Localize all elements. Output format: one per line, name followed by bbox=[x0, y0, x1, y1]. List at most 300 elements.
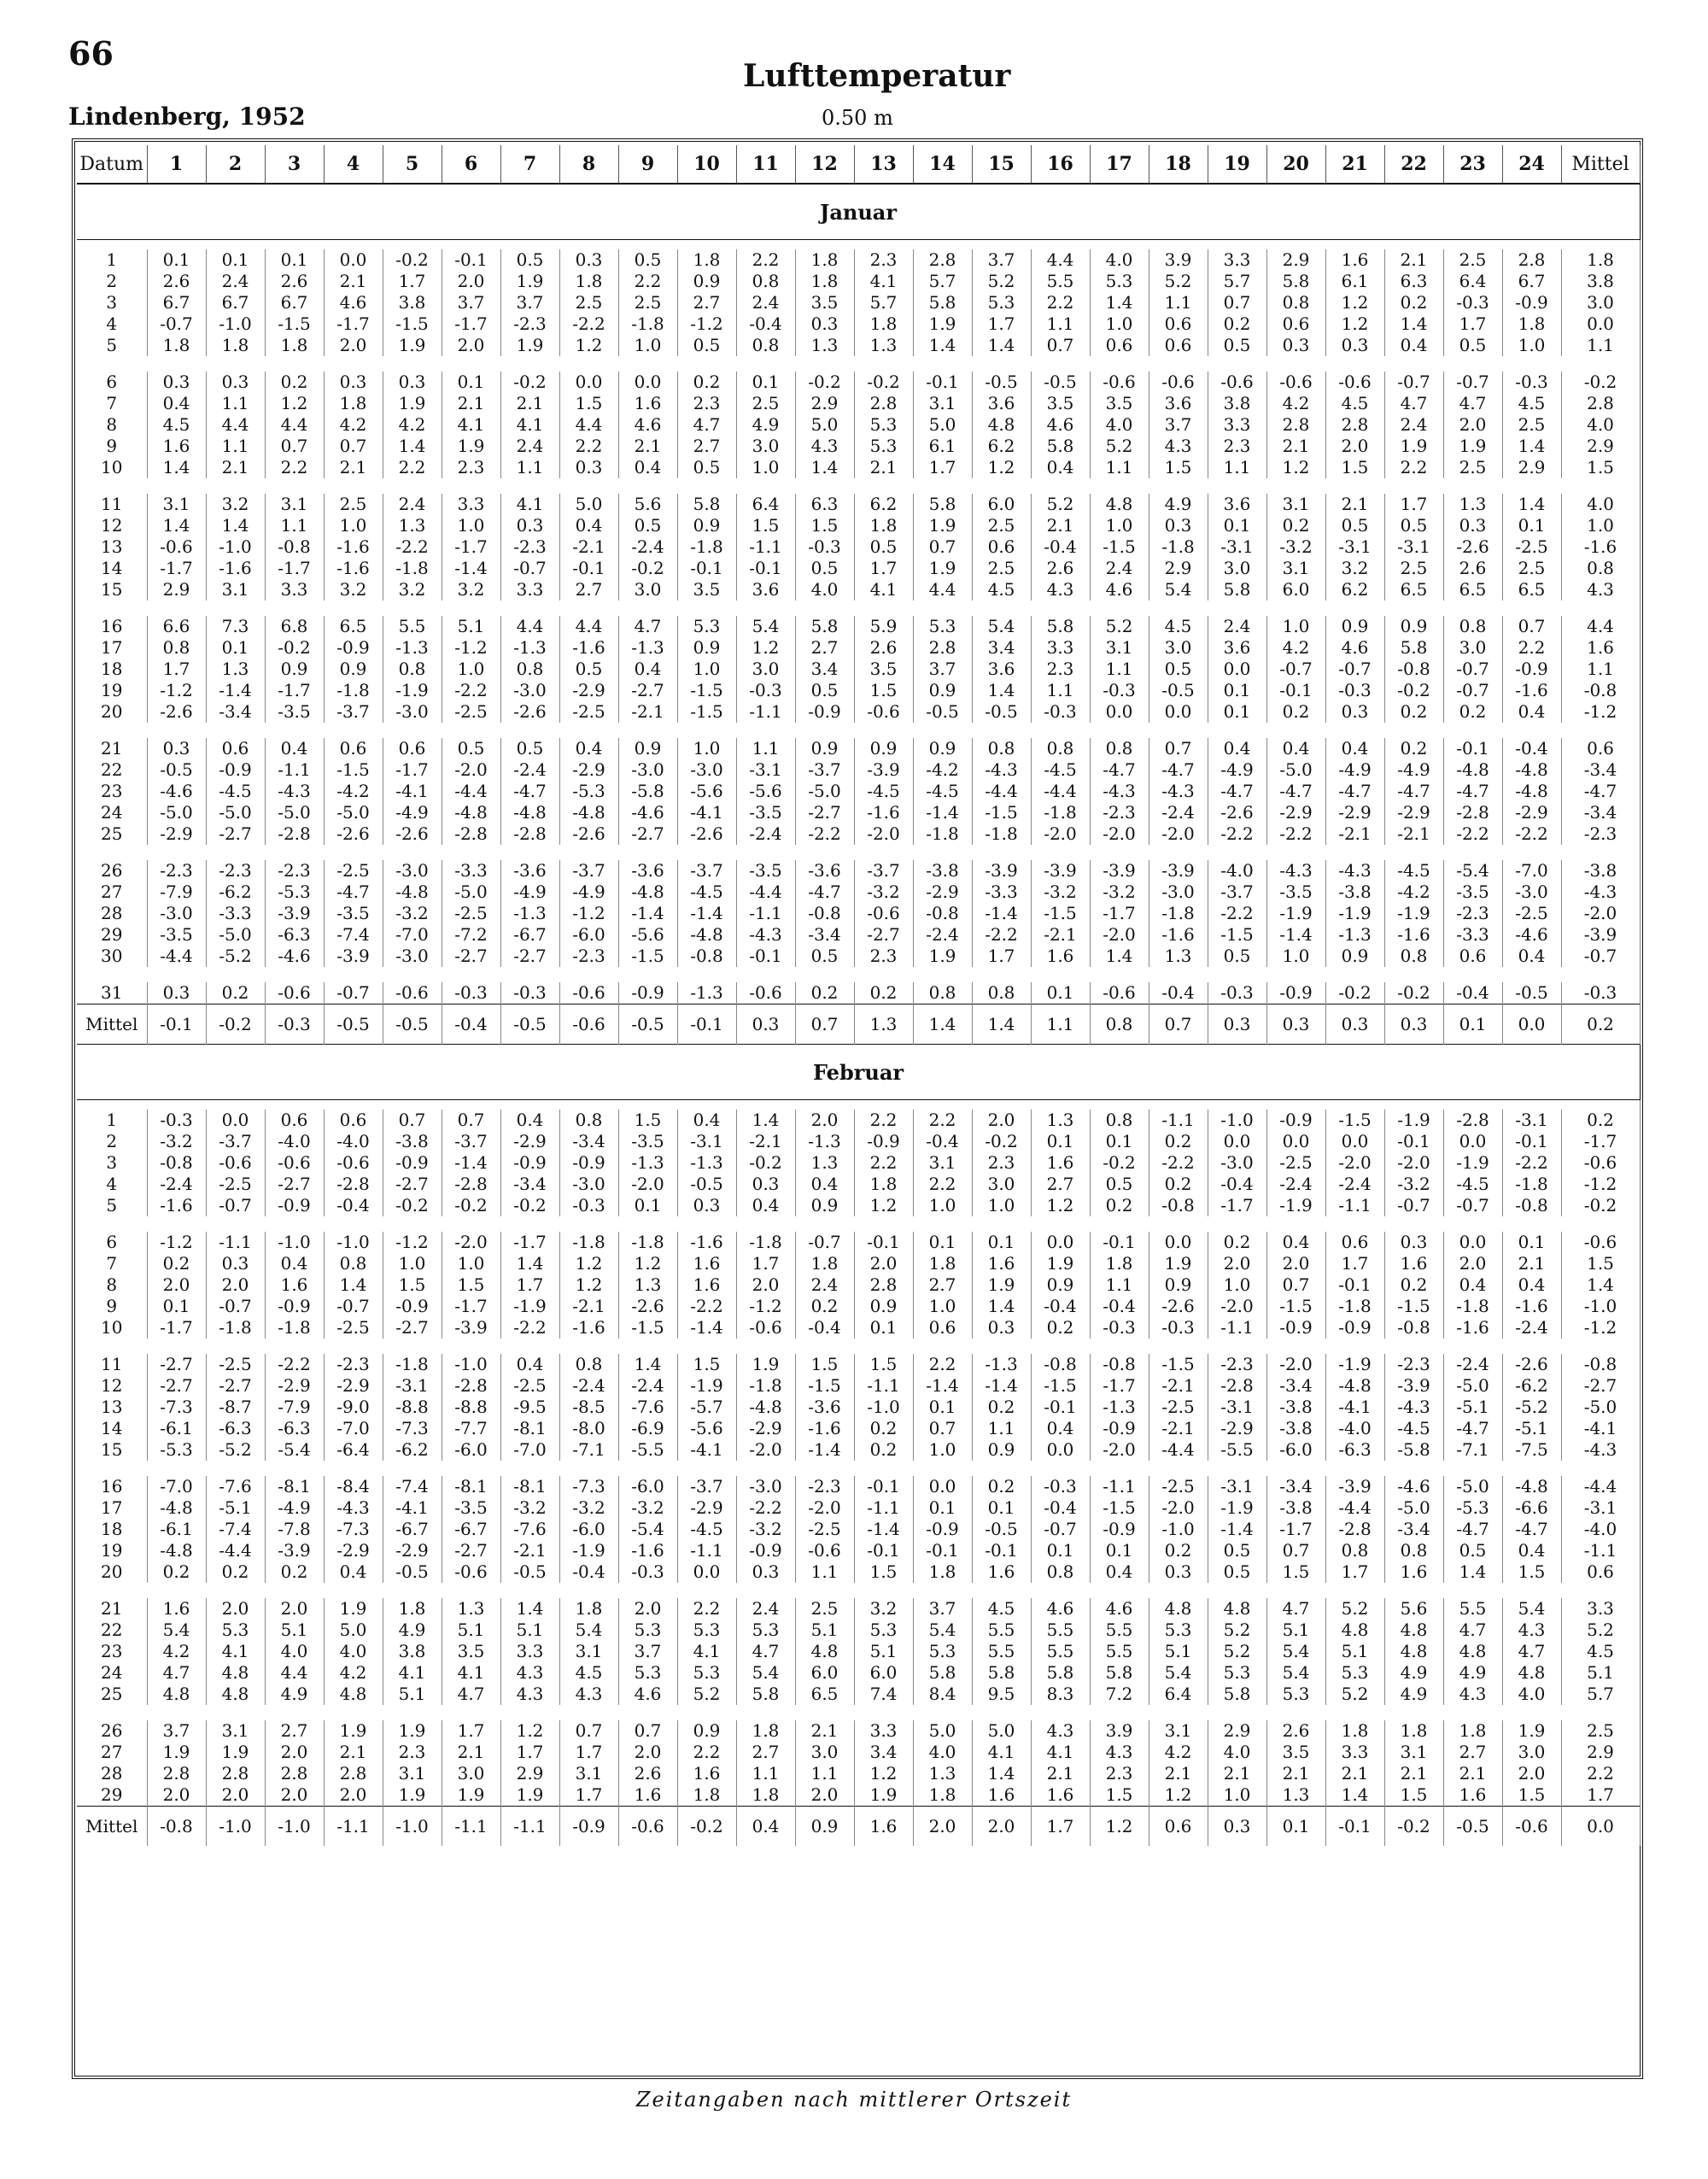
day-cell: 7 bbox=[77, 393, 147, 414]
value-cell: 3.1 bbox=[206, 1720, 265, 1742]
value-cell: 5.3 bbox=[206, 1620, 265, 1641]
value-cell: 4.2 bbox=[1149, 1742, 1208, 1763]
value-cell: 0.8 bbox=[500, 659, 559, 680]
table-row bbox=[77, 1418, 1640, 1439]
value-cell: 0.7 bbox=[383, 1110, 442, 1131]
value-cell: 1.4 bbox=[618, 1354, 677, 1375]
value-cell: 1.0 bbox=[1266, 616, 1325, 637]
value-cell: -2.3 bbox=[147, 860, 206, 882]
day-cell: 22 bbox=[77, 1620, 147, 1641]
value-cell: 5.5 bbox=[1031, 271, 1090, 292]
value-cell: -1.1 bbox=[1208, 1317, 1266, 1338]
value-cell: 5.3 bbox=[677, 1662, 736, 1684]
value-cell: -2.7 bbox=[383, 1174, 442, 1195]
value-cell: 1.9 bbox=[324, 1720, 383, 1742]
value-cell: -2.6 bbox=[324, 823, 383, 845]
value-cell: -2.5 bbox=[1149, 1397, 1208, 1418]
daily-mean-cell: 0.6 bbox=[1561, 1561, 1640, 1583]
mean-cell: -0.4 bbox=[442, 1005, 500, 1045]
mean-cell: -0.6 bbox=[559, 1005, 618, 1045]
table-row bbox=[77, 1232, 1640, 1253]
value-cell: -0.1 bbox=[736, 946, 795, 967]
value-cell: 4.6 bbox=[618, 1684, 677, 1705]
column-header-hour: 19 bbox=[1208, 145, 1266, 184]
mean-cell: 0.3 bbox=[1384, 1005, 1443, 1045]
value-cell: 4.4 bbox=[206, 414, 265, 436]
value-cell: -2.1 bbox=[500, 1540, 559, 1561]
value-cell: -1.6 bbox=[1384, 924, 1443, 946]
value-cell: 0.5 bbox=[500, 738, 559, 759]
daily-mean-cell: 5.2 bbox=[1561, 1620, 1640, 1641]
value-cell: -3.0 bbox=[1502, 882, 1561, 903]
value-cell: 3.3 bbox=[1208, 249, 1266, 271]
value-cell: 6.4 bbox=[736, 494, 795, 515]
value-cell: -0.3 bbox=[1208, 982, 1266, 1005]
day-cell: 8 bbox=[77, 414, 147, 436]
value-cell: 6.7 bbox=[265, 292, 324, 313]
value-cell: -0.1 bbox=[1031, 1397, 1090, 1418]
value-cell: 1.1 bbox=[206, 393, 265, 414]
value-cell: 1.7 bbox=[736, 1253, 795, 1274]
value-cell: 0.6 bbox=[1149, 313, 1208, 335]
value-cell: -1.0 bbox=[442, 1354, 500, 1375]
daily-mean-cell: 4.5 bbox=[1561, 1641, 1640, 1662]
value-cell: -8.1 bbox=[500, 1418, 559, 1439]
value-cell: -0.5 bbox=[500, 1561, 559, 1583]
value-cell: -0.2 bbox=[383, 1195, 442, 1216]
value-cell: -4.5 bbox=[677, 1519, 736, 1540]
value-cell: -3.7 bbox=[324, 701, 383, 723]
value-cell: -1.6 bbox=[677, 1232, 736, 1253]
value-cell: -0.9 bbox=[383, 1152, 442, 1174]
day-cell: 25 bbox=[77, 1684, 147, 1705]
value-cell: -1.1 bbox=[854, 1375, 913, 1397]
column-header-hour: 15 bbox=[972, 145, 1031, 184]
value-cell: -0.6 bbox=[265, 1152, 324, 1174]
value-cell: -4.0 bbox=[1325, 1418, 1384, 1439]
value-cell: 1.0 bbox=[324, 515, 383, 536]
value-cell: 2.5 bbox=[972, 558, 1031, 579]
value-cell: 0.2 bbox=[854, 1418, 913, 1439]
value-cell: 5.8 bbox=[1208, 1684, 1266, 1705]
value-cell: 3.6 bbox=[1208, 637, 1266, 659]
day-cell: 1 bbox=[77, 249, 147, 271]
column-header-hour: 13 bbox=[854, 145, 913, 184]
value-cell: 1.4 bbox=[972, 335, 1031, 356]
value-cell: -2.2 bbox=[383, 536, 442, 558]
value-cell: -1.6 bbox=[324, 536, 383, 558]
value-cell: -0.9 bbox=[383, 1296, 442, 1317]
daily-mean-cell: 1.6 bbox=[1561, 637, 1640, 659]
value-cell: -4.3 bbox=[1266, 860, 1325, 882]
value-cell: 2.0 bbox=[265, 1598, 324, 1620]
value-cell: 5.2 bbox=[972, 271, 1031, 292]
value-cell: 0.2 bbox=[1384, 1274, 1443, 1296]
value-cell: -2.9 bbox=[559, 759, 618, 781]
mean-cell: 0.3 bbox=[1325, 1005, 1384, 1045]
value-cell: -1.8 bbox=[265, 1317, 324, 1338]
daily-mean-cell: -3.8 bbox=[1561, 860, 1640, 882]
value-cell: 3.7 bbox=[913, 659, 972, 680]
value-cell: -0.2 bbox=[972, 1131, 1031, 1152]
table-row bbox=[77, 1439, 1640, 1461]
value-cell: 0.2 bbox=[795, 982, 854, 1005]
value-cell: 7.3 bbox=[206, 616, 265, 637]
spacer-row bbox=[77, 845, 1640, 860]
value-cell: -1.0 bbox=[206, 536, 265, 558]
value-cell: 2.1 bbox=[618, 436, 677, 457]
value-cell: -3.9 bbox=[265, 903, 324, 924]
value-cell: 5.1 bbox=[854, 1641, 913, 1662]
value-cell: -1.8 bbox=[913, 823, 972, 845]
value-cell: -5.6 bbox=[677, 781, 736, 802]
column-header-hour: 2 bbox=[206, 145, 265, 184]
value-cell: 1.3 bbox=[913, 1763, 972, 1784]
value-cell: 3.4 bbox=[972, 637, 1031, 659]
value-cell: -1.7 bbox=[383, 759, 442, 781]
daily-mean-cell: -3.4 bbox=[1561, 759, 1640, 781]
value-cell: 2.9 bbox=[147, 579, 206, 600]
value-cell: 0.7 bbox=[1266, 1274, 1325, 1296]
table-row bbox=[77, 1174, 1640, 1195]
table-row bbox=[77, 1497, 1640, 1519]
value-cell: -4.5 bbox=[677, 882, 736, 903]
value-cell: -6.7 bbox=[383, 1519, 442, 1540]
value-cell: 3.1 bbox=[206, 579, 265, 600]
value-cell: -6.4 bbox=[324, 1439, 383, 1461]
value-cell: -4.7 bbox=[1208, 781, 1266, 802]
value-cell: 4.4 bbox=[559, 414, 618, 436]
value-cell: 0.7 bbox=[559, 1720, 618, 1742]
day-cell: 9 bbox=[77, 1296, 147, 1317]
value-cell: -3.4 bbox=[1266, 1476, 1325, 1497]
day-cell: 12 bbox=[77, 1375, 147, 1397]
value-cell: -2.2 bbox=[795, 823, 854, 845]
value-cell: 2.6 bbox=[618, 1763, 677, 1784]
value-cell: -1.3 bbox=[972, 1354, 1031, 1375]
value-cell: -1.6 bbox=[1502, 680, 1561, 701]
value-cell: 3.0 bbox=[795, 1742, 854, 1763]
value-cell: 6.1 bbox=[1325, 271, 1384, 292]
value-cell: 1.2 bbox=[559, 335, 618, 356]
value-cell: -2.0 bbox=[1325, 1152, 1384, 1174]
value-cell: -1.5 bbox=[1384, 1296, 1443, 1317]
value-cell: 1.2 bbox=[1325, 313, 1384, 335]
value-cell: -7.0 bbox=[500, 1439, 559, 1461]
value-cell: -6.3 bbox=[265, 924, 324, 946]
value-cell: -1.3 bbox=[677, 982, 736, 1005]
value-cell: -0.4 bbox=[736, 313, 795, 335]
value-cell: -2.7 bbox=[442, 946, 500, 967]
value-cell: 0.9 bbox=[1325, 616, 1384, 637]
value-cell: 3.9 bbox=[1090, 1720, 1149, 1742]
value-cell: 1.8 bbox=[736, 1784, 795, 1807]
value-cell: 1.6 bbox=[677, 1253, 736, 1274]
value-cell: -1.5 bbox=[677, 701, 736, 723]
value-cell: 1.1 bbox=[1090, 457, 1149, 478]
value-cell: 2.7 bbox=[736, 1742, 795, 1763]
value-cell: 1.1 bbox=[265, 515, 324, 536]
value-cell: 1.3 bbox=[1266, 1784, 1325, 1807]
daily-mean-cell: -0.8 bbox=[1561, 1354, 1640, 1375]
value-cell: 2.0 bbox=[854, 1253, 913, 1274]
value-cell: -4.0 bbox=[265, 1131, 324, 1152]
value-cell: 1.9 bbox=[442, 1784, 500, 1807]
daily-mean-cell: -2.3 bbox=[1561, 823, 1640, 845]
value-cell: 1.7 bbox=[1325, 1253, 1384, 1274]
value-cell: 3.7 bbox=[147, 1720, 206, 1742]
value-cell: 4.8 bbox=[1502, 1662, 1561, 1684]
value-cell: -8.8 bbox=[383, 1397, 442, 1418]
value-cell: -2.0 bbox=[1090, 823, 1149, 845]
value-cell: 4.0 bbox=[913, 1742, 972, 1763]
value-cell: -0.8 bbox=[1384, 659, 1443, 680]
value-cell: 1.0 bbox=[1208, 1274, 1266, 1296]
value-cell: 2.3 bbox=[442, 457, 500, 478]
value-cell: 1.9 bbox=[324, 1598, 383, 1620]
value-cell: 1.4 bbox=[1443, 1561, 1502, 1583]
value-cell: 0.1 bbox=[1031, 982, 1090, 1005]
value-cell: 5.4 bbox=[913, 1620, 972, 1641]
value-cell: 6.7 bbox=[1502, 271, 1561, 292]
value-cell: 7.4 bbox=[854, 1684, 913, 1705]
value-cell: -1.7 bbox=[265, 680, 324, 701]
value-cell: -2.7 bbox=[206, 823, 265, 845]
value-cell: -3.2 bbox=[500, 1497, 559, 1519]
value-cell: 4.9 bbox=[383, 1620, 442, 1641]
value-cell: 2.1 bbox=[1325, 1763, 1384, 1784]
value-cell: 1.6 bbox=[677, 1763, 736, 1784]
value-cell: -3.9 bbox=[324, 946, 383, 967]
spacer-row bbox=[77, 356, 1640, 372]
value-cell: 0.9 bbox=[913, 738, 972, 759]
value-cell: 1.8 bbox=[677, 249, 736, 271]
value-cell: -3.2 bbox=[147, 1131, 206, 1152]
value-cell: 5.5 bbox=[1031, 1641, 1090, 1662]
value-cell: 0.7 bbox=[913, 1418, 972, 1439]
value-cell: 0.1 bbox=[147, 249, 206, 271]
value-cell: -3.3 bbox=[1443, 924, 1502, 946]
value-cell: -0.9 bbox=[618, 982, 677, 1005]
value-cell: 0.6 bbox=[1266, 313, 1325, 335]
value-cell: 0.3 bbox=[736, 1174, 795, 1195]
value-cell: -1.8 bbox=[972, 823, 1031, 845]
value-cell: 5.6 bbox=[1384, 1598, 1443, 1620]
mean-cell: -0.5 bbox=[618, 1005, 677, 1045]
value-cell: 1.8 bbox=[383, 1598, 442, 1620]
table-row bbox=[77, 1742, 1640, 1763]
value-cell: -1.6 bbox=[559, 1317, 618, 1338]
value-cell: 4.1 bbox=[500, 494, 559, 515]
value-cell: -4.4 bbox=[147, 946, 206, 967]
value-cell: 5.5 bbox=[1031, 1620, 1090, 1641]
value-cell: 1.4 bbox=[383, 436, 442, 457]
value-cell: 5.8 bbox=[1384, 637, 1443, 659]
value-cell: 0.2 bbox=[1266, 515, 1325, 536]
value-cell: 0.5 bbox=[1208, 1540, 1266, 1561]
value-cell: 1.3 bbox=[1443, 494, 1502, 515]
value-cell: -0.8 bbox=[677, 946, 736, 967]
value-cell: 4.7 bbox=[1266, 1598, 1325, 1620]
day-cell: 7 bbox=[77, 1253, 147, 1274]
value-cell: 2.8 bbox=[913, 249, 972, 271]
value-cell: 0.0 bbox=[1149, 1232, 1208, 1253]
day-cell: 4 bbox=[77, 313, 147, 335]
day-cell: 14 bbox=[77, 558, 147, 579]
value-cell: 0.9 bbox=[854, 738, 913, 759]
value-cell: 0.5 bbox=[854, 536, 913, 558]
value-cell: -0.3 bbox=[147, 1110, 206, 1131]
value-cell: -1.1 bbox=[736, 701, 795, 723]
value-cell: 0.1 bbox=[1090, 1131, 1149, 1152]
value-cell: 0.5 bbox=[1208, 1561, 1266, 1583]
value-cell: 0.1 bbox=[1208, 680, 1266, 701]
value-cell: 1.5 bbox=[854, 1561, 913, 1583]
value-cell: -3.3 bbox=[442, 860, 500, 882]
value-cell: -1.4 bbox=[795, 1439, 854, 1461]
value-cell: 0.0 bbox=[1149, 701, 1208, 723]
value-cell: 6.3 bbox=[795, 494, 854, 515]
value-cell: -2.2 bbox=[559, 313, 618, 335]
value-cell: 3.1 bbox=[383, 1763, 442, 1784]
value-cell: 1.0 bbox=[442, 1253, 500, 1274]
value-cell: -3.9 bbox=[854, 759, 913, 781]
daily-mean-cell: -4.3 bbox=[1561, 1439, 1640, 1461]
value-cell: -0.3 bbox=[736, 680, 795, 701]
value-cell: 1.6 bbox=[618, 1784, 677, 1807]
value-cell: -3.0 bbox=[618, 759, 677, 781]
value-cell: 1.9 bbox=[500, 271, 559, 292]
value-cell: -0.9 bbox=[1502, 659, 1561, 680]
value-cell: 0.8 bbox=[913, 982, 972, 1005]
value-cell: -7.1 bbox=[559, 1439, 618, 1461]
value-cell: -2.0 bbox=[795, 1497, 854, 1519]
value-cell: -1.6 bbox=[206, 558, 265, 579]
value-cell: -1.2 bbox=[442, 637, 500, 659]
value-cell: -0.5 bbox=[972, 701, 1031, 723]
day-cell: 3 bbox=[77, 292, 147, 313]
value-cell: 0.6 bbox=[324, 738, 383, 759]
daily-mean-cell: 3.3 bbox=[1561, 1598, 1640, 1620]
value-cell: -1.3 bbox=[618, 637, 677, 659]
value-cell: 2.2 bbox=[1502, 637, 1561, 659]
value-cell: -3.2 bbox=[559, 1497, 618, 1519]
value-cell: -4.7 bbox=[1443, 781, 1502, 802]
value-cell: 0.4 bbox=[500, 1110, 559, 1131]
daily-mean-cell: -0.2 bbox=[1561, 1195, 1640, 1216]
daily-mean-cell: 3.8 bbox=[1561, 271, 1640, 292]
value-cell: -4.6 bbox=[147, 781, 206, 802]
value-cell: -5.0 bbox=[1443, 1476, 1502, 1497]
value-cell: 0.4 bbox=[1266, 738, 1325, 759]
value-cell: 5.3 bbox=[736, 1620, 795, 1641]
value-cell: -0.4 bbox=[795, 1317, 854, 1338]
spacer-row bbox=[77, 723, 1640, 738]
value-cell: -0.3 bbox=[1090, 680, 1149, 701]
value-cell: -0.2 bbox=[265, 637, 324, 659]
value-cell: 2.5 bbox=[795, 1598, 854, 1620]
day-cell: 25 bbox=[77, 823, 147, 845]
value-cell: -7.3 bbox=[383, 1418, 442, 1439]
value-cell: 0.6 bbox=[1443, 946, 1502, 967]
value-cell: 4.7 bbox=[147, 1662, 206, 1684]
column-header-hour: 7 bbox=[500, 145, 559, 184]
spacer-row bbox=[77, 967, 1640, 982]
value-cell: -3.4 bbox=[1266, 1375, 1325, 1397]
value-cell: 2.8 bbox=[265, 1763, 324, 1784]
value-cell: 4.9 bbox=[1384, 1684, 1443, 1705]
value-cell: 2.0 bbox=[618, 1742, 677, 1763]
value-cell: -6.0 bbox=[1266, 1439, 1325, 1461]
value-cell: 0.2 bbox=[1384, 292, 1443, 313]
column-header-hour: 6 bbox=[442, 145, 500, 184]
value-cell: 0.1 bbox=[736, 372, 795, 393]
value-cell: 5.1 bbox=[265, 1620, 324, 1641]
value-cell: -1.5 bbox=[324, 759, 383, 781]
value-cell: 0.9 bbox=[677, 515, 736, 536]
value-cell: 2.9 bbox=[1266, 249, 1325, 271]
value-cell: 3.0 bbox=[736, 436, 795, 457]
value-cell: 8.4 bbox=[913, 1684, 972, 1705]
value-cell: -2.3 bbox=[1443, 903, 1502, 924]
value-cell: -1.6 bbox=[147, 1195, 206, 1216]
mean-cell: 0.6 bbox=[1149, 1807, 1208, 1847]
value-cell: -5.4 bbox=[618, 1519, 677, 1540]
value-cell: -2.6 bbox=[559, 823, 618, 845]
column-header-hour: 22 bbox=[1384, 145, 1443, 184]
value-cell: -2.3 bbox=[1384, 1354, 1443, 1375]
value-cell: -1.0 bbox=[1208, 1110, 1266, 1131]
table-row bbox=[77, 1195, 1640, 1216]
value-cell: -3.5 bbox=[147, 924, 206, 946]
value-cell: 2.7 bbox=[913, 1274, 972, 1296]
value-cell: -7.3 bbox=[559, 1476, 618, 1497]
value-cell: 3.3 bbox=[1208, 414, 1266, 436]
value-cell: -2.9 bbox=[1384, 802, 1443, 823]
value-cell: 2.2 bbox=[265, 457, 324, 478]
value-cell: -0.3 bbox=[1443, 292, 1502, 313]
value-cell: -3.0 bbox=[147, 903, 206, 924]
value-cell: -5.5 bbox=[618, 1439, 677, 1461]
value-cell: -4.1 bbox=[677, 1439, 736, 1461]
value-cell: -2.3 bbox=[1090, 802, 1149, 823]
value-cell: -0.2 bbox=[1384, 680, 1443, 701]
value-cell: 6.6 bbox=[147, 616, 206, 637]
day-cell: 26 bbox=[77, 1720, 147, 1742]
value-cell: -4.8 bbox=[1443, 759, 1502, 781]
value-cell: 3.1 bbox=[1266, 494, 1325, 515]
mean-cell: -0.2 bbox=[1384, 1807, 1443, 1847]
daily-mean-cell: 0.8 bbox=[1561, 558, 1640, 579]
value-cell: 0.2 bbox=[147, 1253, 206, 1274]
mean-cell: 1.4 bbox=[913, 1005, 972, 1045]
value-cell: 2.5 bbox=[736, 393, 795, 414]
value-cell: -2.5 bbox=[559, 701, 618, 723]
value-cell: 5.5 bbox=[383, 616, 442, 637]
value-cell: -2.9 bbox=[1266, 802, 1325, 823]
value-cell: 5.3 bbox=[1149, 1620, 1208, 1641]
value-cell: 1.0 bbox=[1208, 1784, 1266, 1807]
value-cell: 5.5 bbox=[1090, 1620, 1149, 1641]
value-cell: -3.8 bbox=[1325, 882, 1384, 903]
value-cell: 5.1 bbox=[442, 1620, 500, 1641]
value-cell: -0.3 bbox=[1325, 680, 1384, 701]
value-cell: 3.1 bbox=[1266, 558, 1325, 579]
value-cell: 2.0 bbox=[147, 1274, 206, 1296]
value-cell: 6.1 bbox=[913, 436, 972, 457]
value-cell: 5.1 bbox=[795, 1620, 854, 1641]
value-cell: -0.6 bbox=[736, 982, 795, 1005]
